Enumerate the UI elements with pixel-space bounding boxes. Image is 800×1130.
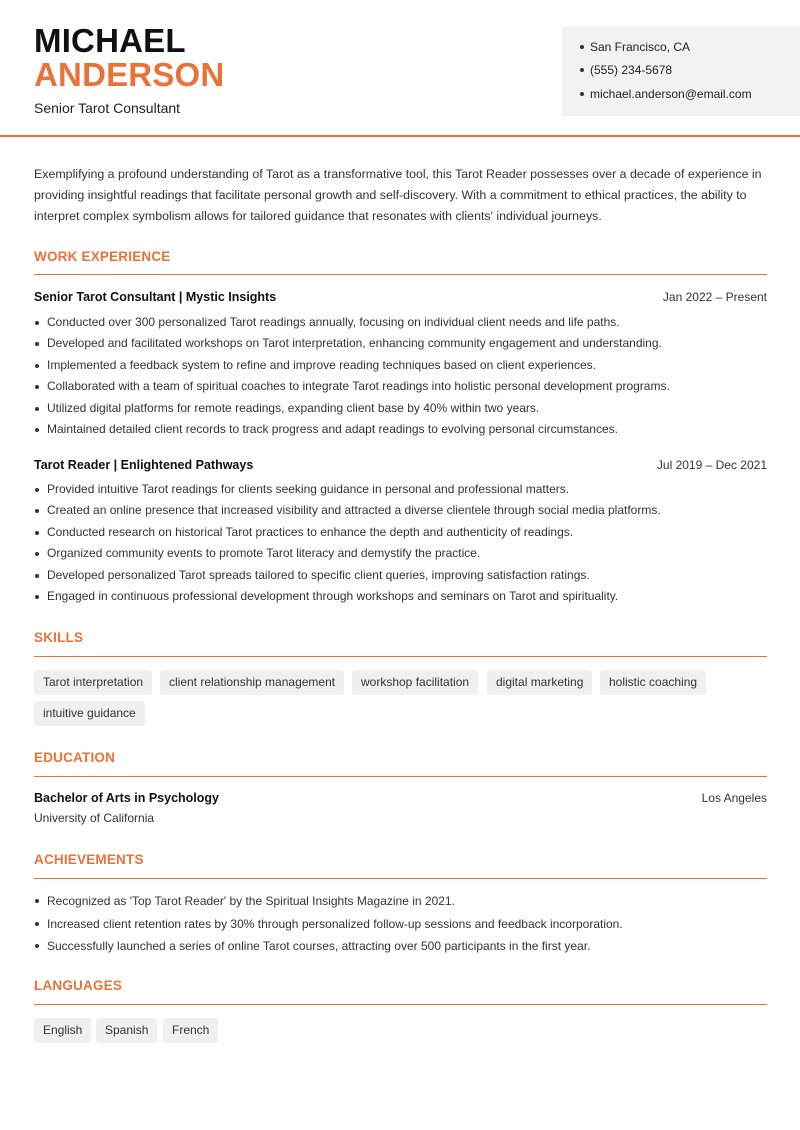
language-chip: French bbox=[163, 1018, 218, 1043]
language-chip: Spanish bbox=[96, 1018, 157, 1043]
education-degree: Bachelor of Arts in Psychology bbox=[34, 791, 219, 805]
last-name: ANDERSON bbox=[34, 56, 225, 93]
list-item: Successfully launched a series of online Tarot courses, attracting over 500 participants in the first year. bbox=[34, 935, 767, 958]
list-item: Developed and facilitated workshops on Tarot interpretation, enhancing community engagement and understanding. bbox=[34, 333, 767, 354]
bullet-icon bbox=[580, 92, 584, 96]
list-item: Utilized digital platforms for remote readings, expanding client base by 40% within two years. bbox=[34, 398, 767, 419]
profile-summary: Exemplifying a profound understanding of Tarot as a transformative tool, this Tarot Reader possesses over a decade of experience in providing insightful readings that facilitate personal growth and self-discovery. With a commitment to ethical practices, the ability to interpret complex symbolism allows for tailored guidance that resonates with clients' individual journeys. bbox=[34, 167, 762, 223]
language-chip: English bbox=[34, 1018, 91, 1043]
skill-chip: holistic coaching bbox=[600, 670, 706, 695]
section-divider bbox=[34, 1004, 767, 1005]
list-item: Created an online presence that increased visibility and attracted a diverse clientele through social media platforms. bbox=[34, 500, 767, 521]
skill-chip: digital marketing bbox=[487, 670, 592, 695]
section-divider bbox=[34, 656, 767, 657]
list-item: Conducted over 300 personalized Tarot readings annually, focusing on individual client needs and life paths. bbox=[34, 312, 767, 333]
job-bullets bbox=[34, 479, 767, 607]
contact-box bbox=[562, 26, 800, 116]
bullet-icon bbox=[580, 68, 584, 72]
list-item: Provided intuitive Tarot readings for clients seeking guidance in personal and professional matters. bbox=[34, 479, 767, 500]
contact-location-text: San Francisco, CA bbox=[590, 40, 691, 54]
section-title-languages: LANGUAGES bbox=[34, 978, 123, 993]
list-item: Recognized as 'Top Tarot Reader' by the Spiritual Insights Magazine in 2021. bbox=[34, 890, 767, 913]
education-school: University of California bbox=[34, 811, 155, 825]
list-item: Organized community events to promote Tarot literacy and demystify the practice. bbox=[34, 543, 767, 564]
list-item: Collaborated with a team of spiritual coaches to integrate Tarot readings into holistic personal development programs. bbox=[34, 376, 767, 397]
job-title: Tarot Reader | Enlightened Pathways bbox=[34, 458, 254, 472]
list-item: Conducted research on historical Tarot practices to enhance the depth and authenticity of readings. bbox=[34, 522, 767, 543]
section-divider bbox=[34, 274, 767, 275]
skill-chip: client relationship management bbox=[160, 670, 344, 695]
section-divider bbox=[34, 776, 767, 777]
bullet-icon bbox=[580, 45, 584, 49]
list-item: Developed personalized Tarot spreads tailored to specific client queries, improving satisfaction ratings. bbox=[34, 565, 767, 586]
resume-header bbox=[0, 0, 800, 137]
job-role: Senior Tarot Consultant bbox=[34, 100, 181, 116]
section-divider bbox=[34, 878, 767, 879]
contact-phone-text: (555) 234-5678 bbox=[590, 63, 673, 77]
section-title-skills: SKILLS bbox=[34, 630, 84, 645]
contact-phone bbox=[580, 63, 672, 77]
skill-chip: workshop facilitation bbox=[352, 670, 478, 695]
list-item: Implemented a feedback system to refine and improve reading techniques based on client experiences. bbox=[34, 355, 767, 376]
job-title: Senior Tarot Consultant | Mystic Insights bbox=[34, 290, 277, 304]
job-dates: Jul 2019 – Dec 2021 bbox=[656, 458, 767, 472]
list-item: Maintained detailed client records to track progress and adapt readings to evolving personal circumstances. bbox=[34, 419, 767, 440]
achievement-list bbox=[34, 890, 767, 958]
list-item: Increased client retention rates by 30% through personalized follow-up sessions and feedback incorporation. bbox=[34, 913, 767, 936]
skill-chip: Tarot interpretation bbox=[34, 670, 152, 695]
contact-location bbox=[580, 40, 690, 54]
first-name: MICHAEL bbox=[34, 22, 186, 59]
contact-email[interactable] bbox=[580, 87, 752, 101]
job-bullets bbox=[34, 312, 767, 440]
skill-chip: intuitive guidance bbox=[34, 701, 145, 726]
job-dates: Jan 2022 – Present bbox=[662, 290, 767, 304]
section-title-work: WORK EXPERIENCE bbox=[34, 249, 171, 264]
contact-email-text[interactable]: michael.anderson@email.com bbox=[590, 87, 752, 101]
education-location: Los Angeles bbox=[701, 791, 767, 805]
section-title-education: EDUCATION bbox=[34, 750, 116, 765]
section-title-achievements: ACHIEVEMENTS bbox=[34, 852, 144, 867]
list-item: Engaged in continuous professional development through workshops and seminars on Tarot and spirituality. bbox=[34, 586, 767, 607]
